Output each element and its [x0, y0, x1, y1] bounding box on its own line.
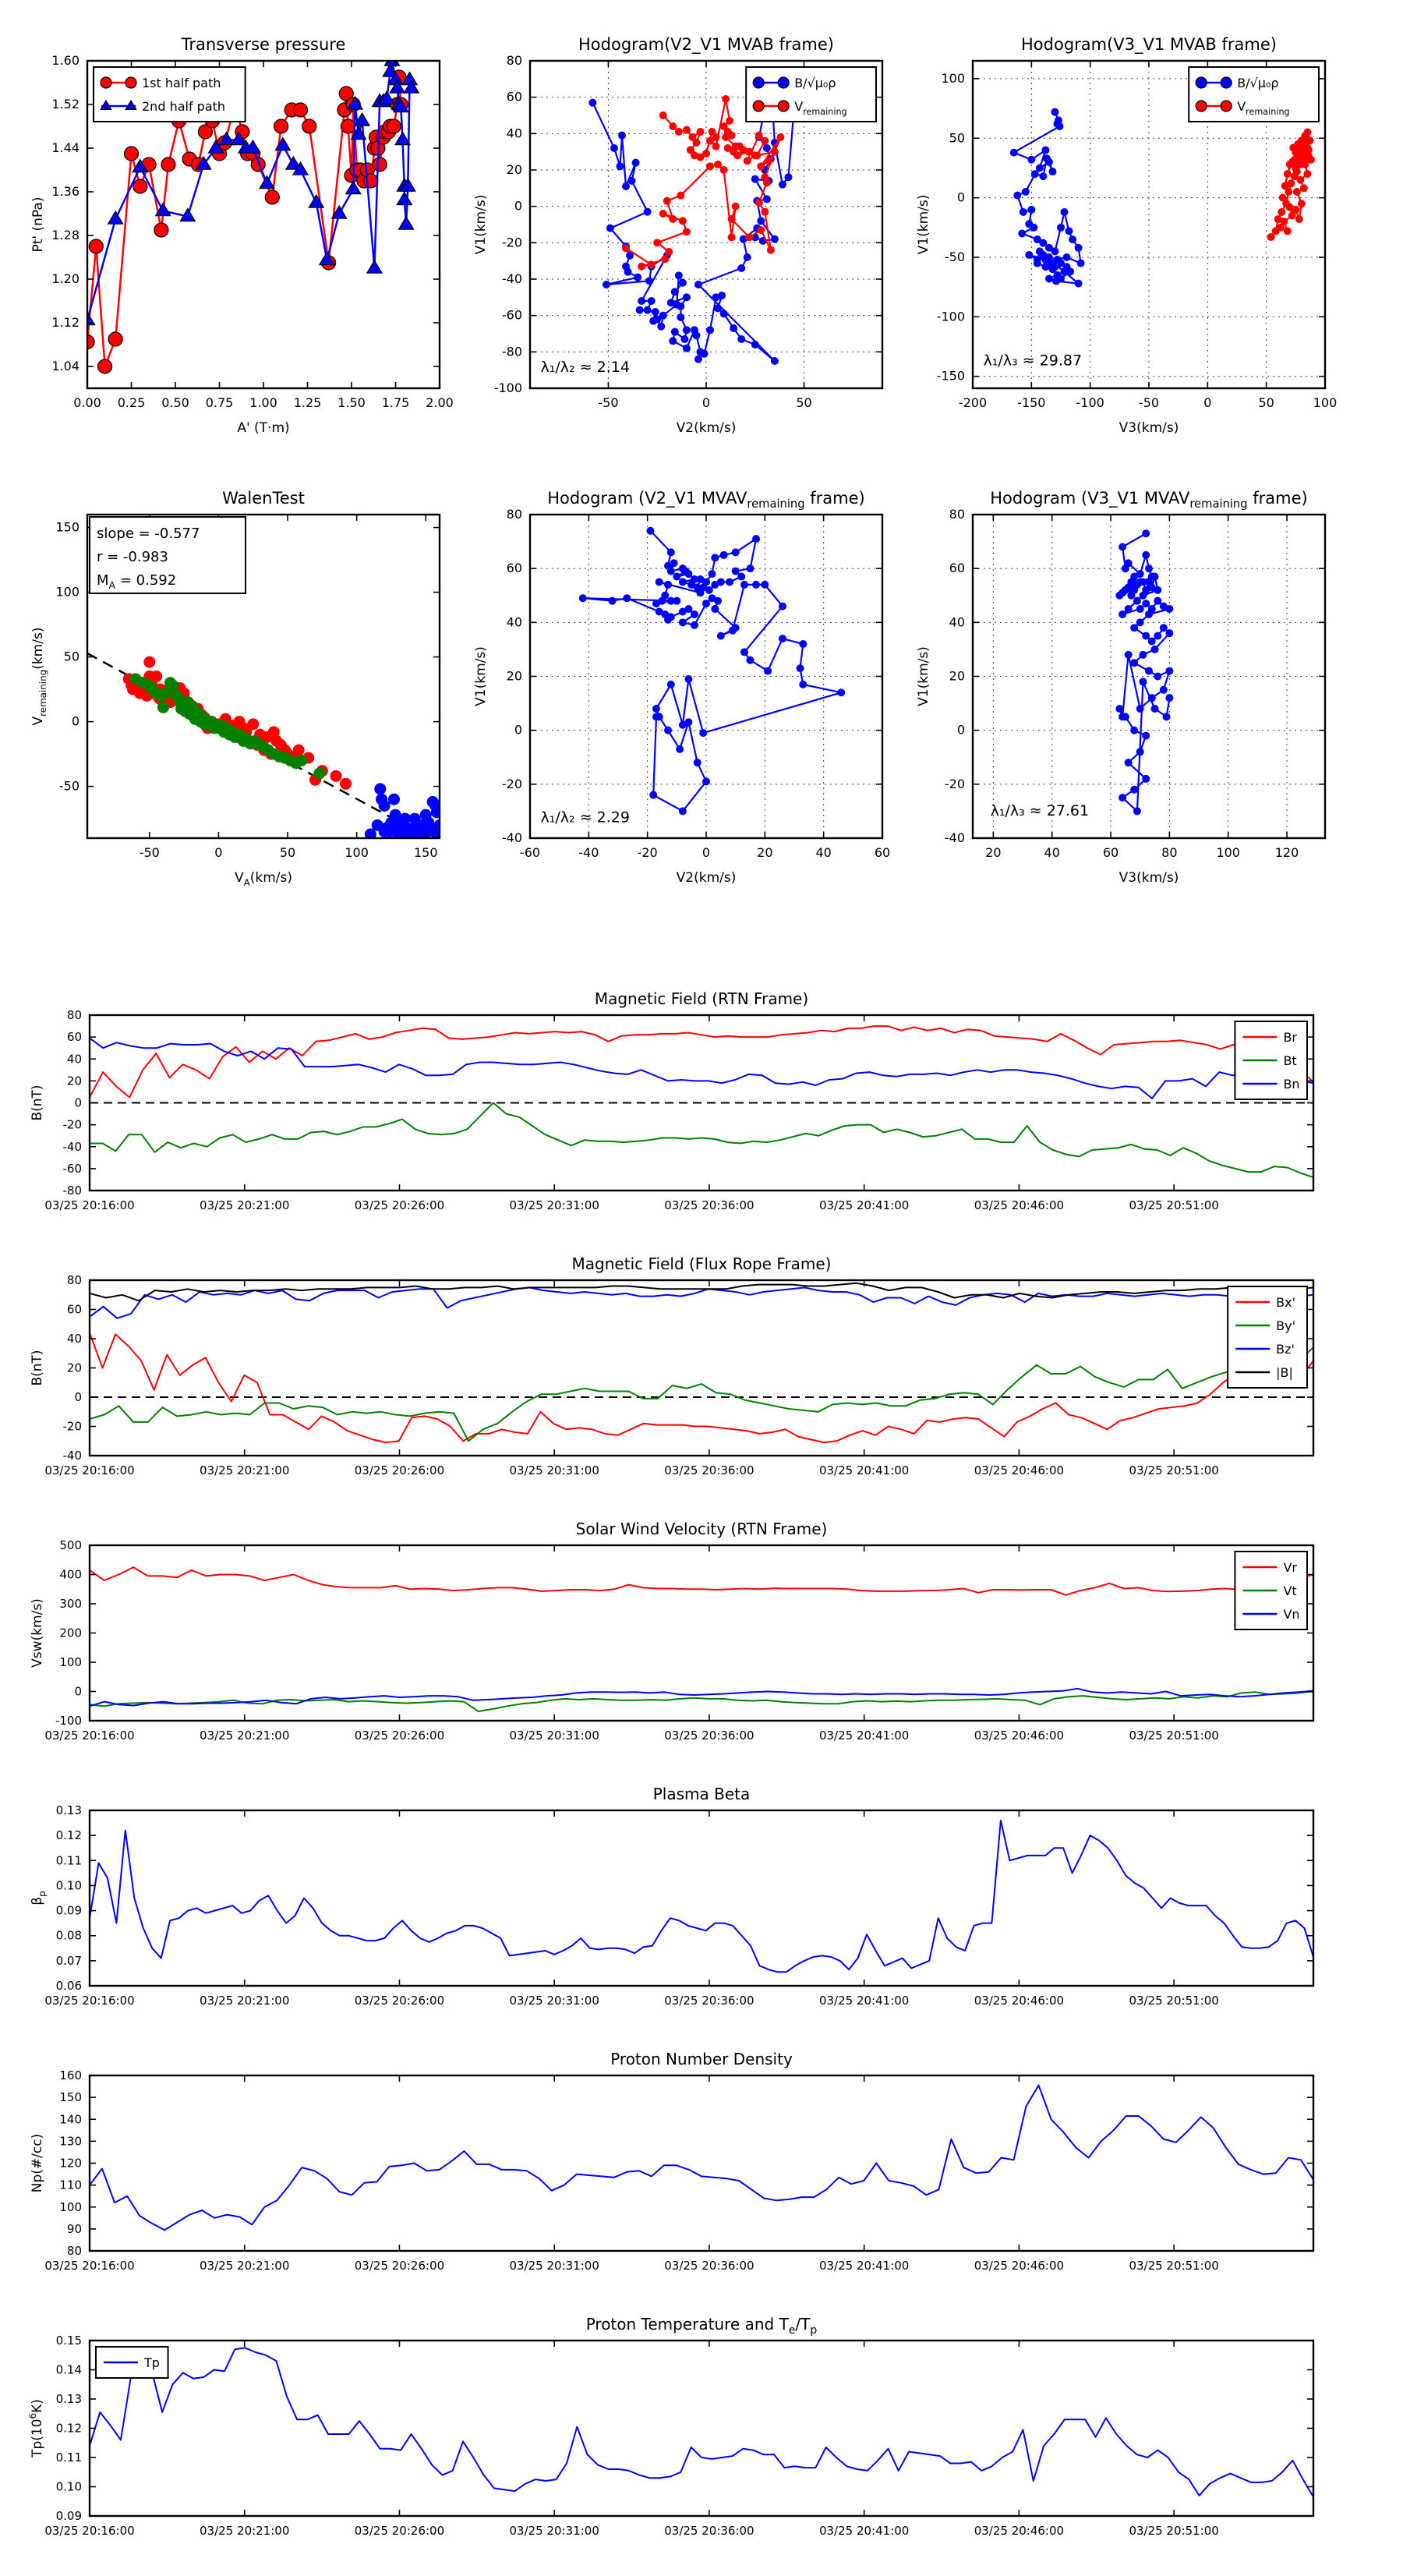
- chart-title: Hodogram (V2_V1 $MVAV_{remaining}$ frame): [547, 489, 865, 511]
- svg-text:03/25 20:36:00: 03/25 20:36:00: [664, 1198, 755, 1212]
- svg-text:2.00: 2.00: [426, 395, 454, 410]
- svg-text:40: 40: [949, 614, 965, 630]
- svg-text:0.07: 0.07: [55, 1953, 82, 1968]
- legend: [96, 2347, 168, 2378]
- svg-text:Br: Br: [1283, 1030, 1298, 1045]
- svg-text:03/25 20:41:00: 03/25 20:41:00: [818, 1463, 910, 1477]
- axes-frame: [90, 2341, 1313, 2516]
- svg-text:-40: -40: [944, 830, 965, 845]
- svg-text:2nd half path: 2nd half path: [142, 99, 226, 114]
- svg-text:60: 60: [874, 845, 891, 860]
- x-axis-label: V3(km/s): [1119, 420, 1179, 436]
- svg-text:80: 80: [506, 507, 522, 522]
- svg-text:03/25 20:31:00: 03/25 20:31:00: [509, 1463, 599, 1477]
- svg-text:03/25 20:46:00: 03/25 20:46:00: [974, 2524, 1065, 2538]
- svg-text:03/25 20:21:00: 03/25 20:21:00: [200, 2524, 290, 2538]
- svg-text:03/25 20:41:00: 03/25 20:41:00: [818, 2524, 910, 2538]
- svg-text:By': By': [1276, 1318, 1296, 1333]
- svg-text:60: 60: [949, 561, 965, 576]
- svg-text:-80: -80: [501, 344, 522, 359]
- svg-text:0.10: 0.10: [55, 2479, 82, 2494]
- chart-magnetic-field-rtn: [30, 989, 1313, 1212]
- svg-text:03/25 20:36:00: 03/25 20:36:00: [664, 1994, 755, 2008]
- y-axis-label: V1(km/s): [916, 646, 931, 706]
- svg-text:-20: -20: [944, 776, 965, 791]
- svg-text:-50: -50: [139, 845, 160, 860]
- svg-text:50: 50: [1258, 395, 1274, 410]
- chart-hodogram-v3v1-mvav: [916, 489, 1325, 886]
- gridlines: [530, 515, 882, 838]
- x-axis-label: V3(km/s): [1119, 870, 1179, 886]
- svg-text:150: 150: [414, 845, 438, 860]
- svg-text:20: 20: [66, 1361, 82, 1375]
- svg-text:0.08: 0.08: [55, 1928, 82, 1943]
- svg-text:0: 0: [514, 722, 522, 738]
- svg-text:03/25 20:46:00: 03/25 20:46:00: [974, 1463, 1065, 1477]
- svg-text:20: 20: [985, 845, 1002, 860]
- y-axis-label: V1(km/s): [473, 646, 489, 706]
- svg-text:1.25: 1.25: [293, 395, 322, 410]
- svg-text:0.13: 0.13: [55, 2392, 82, 2406]
- series-line-Bx': [90, 1333, 1313, 1443]
- svg-text:1.20: 1.20: [51, 271, 80, 286]
- x-axis-label: V2(km/s): [676, 870, 737, 886]
- svg-text:1.12: 1.12: [51, 315, 80, 330]
- svg-text:03/25 20:16:00: 03/25 20:16:00: [44, 2524, 135, 2538]
- svg-text:-40: -40: [501, 271, 522, 286]
- svg-text:03/25 20:51:00: 03/25 20:51:00: [1129, 1463, 1219, 1477]
- svg-text:50: 50: [949, 130, 965, 146]
- svg-text:40: 40: [66, 1332, 82, 1346]
- svg-text:0: 0: [956, 189, 965, 205]
- y-axis-label: $V_{remaining}(km/s)$: [30, 627, 48, 726]
- svg-text:B/√μ₀ρ: B/√μ₀ρ: [1237, 76, 1279, 90]
- svg-text:100: 100: [59, 1655, 82, 1669]
- legend: [746, 67, 876, 122]
- svg-text:03/25 20:26:00: 03/25 20:26:00: [354, 1729, 445, 1743]
- svg-text:Tp: Tp: [144, 2355, 160, 2370]
- svg-text:40: 40: [1044, 845, 1060, 860]
- legend: [1228, 1286, 1307, 1388]
- svg-text:-60: -60: [62, 1161, 82, 1176]
- chart-title: Hodogram (V3_V1 $MVAV_{remaining}$ frame): [990, 489, 1308, 511]
- svg-text:80: 80: [66, 2244, 82, 2258]
- gridlines: [973, 515, 1325, 838]
- svg-text:0: 0: [956, 722, 965, 738]
- svg-text:120: 120: [59, 2156, 82, 2171]
- chart-title: Transverse pressure: [181, 35, 346, 54]
- svg-text:20: 20: [757, 845, 773, 860]
- y-axis-label: V1(km/s): [473, 194, 489, 255]
- svg-text:03/25 20:51:00: 03/25 20:51:00: [1129, 2259, 1219, 2273]
- svg-text:60: 60: [66, 1030, 82, 1045]
- svg-text:-50: -50: [1138, 395, 1160, 410]
- svg-text:03/25 20:26:00: 03/25 20:26:00: [354, 2524, 445, 2538]
- svg-text:Bx': Bx': [1276, 1295, 1296, 1310]
- svg-text:1.36: 1.36: [51, 184, 80, 199]
- svg-text:03/25 20:16:00: 03/25 20:16:00: [44, 1463, 135, 1477]
- svg-text:03/25 20:41:00: 03/25 20:41:00: [818, 1994, 910, 2008]
- series-group: [90, 1026, 1313, 1177]
- stats-line: r = -0.983: [97, 549, 168, 565]
- svg-text:1.04: 1.04: [51, 359, 80, 373]
- series-line-beta p: [90, 1821, 1313, 1972]
- svg-text:0: 0: [514, 198, 522, 214]
- series-markers-outside interval: [365, 783, 446, 840]
- y-axis-label: V1(km/s): [916, 194, 931, 255]
- svg-text:03/25 20:21:00: 03/25 20:21:00: [200, 1729, 290, 1743]
- series-group: [579, 527, 845, 816]
- svg-text:150: 150: [59, 2090, 82, 2105]
- svg-text:0.50: 0.50: [161, 395, 189, 410]
- svg-text:-100: -100: [493, 380, 522, 395]
- svg-text:03/25 20:16:00: 03/25 20:16:00: [44, 2259, 135, 2273]
- svg-text:03/25 20:21:00: 03/25 20:21:00: [200, 1198, 290, 1212]
- y-axis-label: $Tp(10^6K)$: [27, 2399, 45, 2457]
- svg-text:03/25 20:16:00: 03/25 20:16:00: [44, 1198, 135, 1212]
- svg-text:0.12: 0.12: [55, 1828, 82, 1843]
- y-axis-label: B(nT): [30, 1350, 45, 1386]
- svg-text:-150: -150: [936, 368, 965, 384]
- svg-text:1.28: 1.28: [51, 228, 80, 242]
- series-line-Bt: [90, 1103, 1313, 1178]
- svg-text:20: 20: [506, 162, 522, 177]
- series-group: [1115, 529, 1173, 815]
- svg-text:03/25 20:21:00: 03/25 20:21:00: [200, 2259, 290, 2273]
- svg-text:80: 80: [66, 1273, 82, 1287]
- lambda-annotation: λ₁/λ₂ ≈ 2.29: [540, 809, 630, 826]
- chart-plasma-beta: [30, 1785, 1313, 2008]
- lambda-annotation: λ₁/λ₃ ≈ 27.61: [990, 801, 1090, 819]
- svg-text:03/25 20:51:00: 03/25 20:51:00: [1129, 1198, 1219, 1212]
- svg-text:-20: -20: [62, 1117, 82, 1132]
- chart-proton-number-density: [30, 2050, 1313, 2273]
- svg-text:-100: -100: [1076, 395, 1104, 410]
- svg-text:03/25 20:36:00: 03/25 20:36:00: [664, 1729, 755, 1743]
- svg-text:1.75: 1.75: [381, 395, 410, 410]
- axis-ticks-and-labels: [502, 507, 890, 860]
- svg-text:60: 60: [506, 89, 522, 104]
- svg-text:100: 100: [1313, 395, 1338, 410]
- svg-text:0.10: 0.10: [55, 1878, 82, 1893]
- legend: [1189, 67, 1319, 122]
- svg-text:0: 0: [702, 395, 711, 410]
- series-markers-V remaining path: [579, 527, 845, 816]
- y-axis-label: Np(#/cc): [30, 2133, 45, 2193]
- svg-text:Vr: Vr: [1283, 1560, 1297, 1575]
- svg-text:0.06: 0.06: [55, 1979, 82, 1993]
- svg-text:0.25: 0.25: [117, 395, 146, 410]
- axes-frame: [90, 1810, 1313, 1986]
- series-line-Bz': [90, 1287, 1313, 1318]
- chart-title: Proton Number Density: [610, 2050, 793, 2068]
- y-axis-label: B(nT): [30, 1085, 45, 1121]
- svg-text:Bz': Bz': [1276, 1342, 1295, 1357]
- lambda-annotation: λ₁/λ₃ ≈ 29.87: [983, 352, 1083, 370]
- svg-text:-100: -100: [936, 309, 965, 324]
- svg-text:-100: -100: [55, 1714, 82, 1728]
- svg-text:03/25 20:31:00: 03/25 20:31:00: [509, 2524, 599, 2538]
- svg-text:0: 0: [74, 1684, 82, 1699]
- svg-text:03/25 20:31:00: 03/25 20:31:00: [509, 1198, 599, 1212]
- svg-text:03/25 20:51:00: 03/25 20:51:00: [1129, 1729, 1219, 1743]
- svg-text:03/25 20:21:00: 03/25 20:21:00: [200, 1994, 290, 2008]
- svg-text:03/25 20:16:00: 03/25 20:16:00: [44, 1729, 135, 1743]
- svg-text:1st half path: 1st half path: [142, 76, 221, 90]
- svg-text:03/25 20:51:00: 03/25 20:51:00: [1129, 1994, 1219, 2008]
- series-line-Tp: [90, 2348, 1313, 2496]
- svg-text:0.09: 0.09: [55, 2509, 82, 2523]
- axes-frame: [90, 2075, 1313, 2251]
- svg-text:Bt: Bt: [1283, 1053, 1297, 1068]
- svg-text:Vremaining: $V_{remaining}$: [794, 99, 847, 117]
- svg-text:-60: -60: [501, 307, 522, 323]
- svg-text:0.11: 0.11: [55, 2450, 82, 2465]
- svg-text:1.52: 1.52: [51, 97, 80, 111]
- series-line-V remaining path: [1119, 533, 1169, 811]
- chart-magnetic-field-flux-rope: [30, 1254, 1313, 1477]
- chart-title: Proton Temperature and $T_e/T_p$: [585, 2315, 818, 2337]
- stats-line: $M_A = 0.592$: [97, 572, 177, 591]
- chart-hodogram-v2v1-mvab: [473, 35, 882, 436]
- svg-text:-40: -40: [578, 845, 599, 860]
- axis-ticks-and-labels: [44, 1803, 1313, 2008]
- series-group: [90, 2348, 1313, 2496]
- svg-text:110: 110: [59, 2178, 82, 2192]
- x-axis-label: V2(km/s): [676, 420, 737, 436]
- svg-text:20: 20: [506, 668, 522, 684]
- series-group: [90, 1283, 1313, 1442]
- svg-text:0.75: 0.75: [205, 395, 234, 410]
- chart-hodogram-v3v1-mvab: [916, 35, 1337, 436]
- series-markers-second half: [130, 673, 326, 779]
- svg-text:-150: -150: [1017, 395, 1046, 410]
- series-markers-V remaining: [1267, 129, 1315, 241]
- svg-text:100: 100: [59, 2199, 82, 2214]
- svg-text:03/25 20:36:00: 03/25 20:36:00: [664, 2259, 755, 2273]
- svg-text:50: 50: [63, 649, 80, 664]
- x-axis-label: A' (T·m): [237, 420, 290, 436]
- axes-frame: [90, 1280, 1313, 1456]
- svg-text:160: 160: [59, 2068, 82, 2082]
- svg-text:60: 60: [66, 1302, 82, 1317]
- series-line-Vn: [90, 1689, 1313, 1707]
- svg-text:03/25 20:26:00: 03/25 20:26:00: [354, 1198, 445, 1212]
- axis-ticks-and-labels: [44, 1008, 1313, 1212]
- svg-text:0.11: 0.11: [55, 1853, 82, 1868]
- svg-text:1.50: 1.50: [337, 395, 366, 410]
- svg-text:140: 140: [59, 2112, 82, 2127]
- svg-text:03/25 20:21:00: 03/25 20:21:00: [200, 1463, 290, 1477]
- svg-text:03/25 20:41:00: 03/25 20:41:00: [818, 2259, 910, 2273]
- svg-text:03/25 20:26:00: 03/25 20:26:00: [354, 1994, 445, 2008]
- svg-text:50: 50: [279, 845, 296, 860]
- series-group: [90, 1821, 1313, 1972]
- svg-text:0.00: 0.00: [73, 395, 101, 410]
- chart-title: Hodogram(V3_V1 MVAB frame): [1021, 35, 1277, 54]
- svg-text:|B|: |B|: [1276, 1365, 1293, 1380]
- svg-text:-40: -40: [62, 1139, 82, 1154]
- legend: [94, 67, 246, 122]
- svg-text:03/25 20:31:00: 03/25 20:31:00: [509, 2259, 599, 2273]
- svg-text:100: 100: [1216, 845, 1240, 860]
- svg-text:40: 40: [506, 126, 522, 141]
- svg-text:Vn: Vn: [1283, 1607, 1300, 1622]
- svg-text:80: 80: [66, 1008, 82, 1022]
- chart-hodogram-v2v1-mvav: [473, 489, 890, 886]
- svg-text:0.09: 0.09: [55, 1903, 82, 1918]
- svg-text:-50: -50: [58, 778, 80, 794]
- svg-text:100: 100: [345, 845, 369, 860]
- legend: [1235, 1021, 1307, 1099]
- svg-text:03/25 20:46:00: 03/25 20:46:00: [974, 1729, 1065, 1743]
- chart-title: Magnetic Field (RTN Frame): [594, 989, 809, 1008]
- svg-text:Bn: Bn: [1283, 1077, 1300, 1092]
- y-axis-label: Vsw(km/s): [30, 1598, 45, 1668]
- chart-title: Plasma Beta: [652, 1785, 751, 1803]
- svg-text:-20: -20: [501, 235, 522, 250]
- svg-text:150: 150: [55, 519, 80, 535]
- x-axis-label: $V_A(km/s)$: [234, 870, 293, 888]
- svg-text:03/25 20:36:00: 03/25 20:36:00: [664, 2524, 755, 2538]
- svg-text:20: 20: [949, 668, 965, 684]
- svg-text:80: 80: [506, 53, 522, 68]
- lambda-annotation: λ₁/λ₂ ≈ 2.14: [540, 359, 630, 376]
- axis-ticks-and-labels: [44, 1273, 1313, 1477]
- chart-proton-temperature: [27, 2315, 1313, 2538]
- svg-text:0.13: 0.13: [55, 1803, 82, 1817]
- svg-text:-50: -50: [944, 249, 965, 264]
- svg-text:0: 0: [74, 1390, 82, 1404]
- svg-text:Vremaining: $V_{remaining}$: [1237, 99, 1290, 117]
- svg-text:-40: -40: [62, 1449, 82, 1463]
- axis-ticks-and-labels: [44, 1538, 1313, 1743]
- y-axis-label: $\beta_p$: [30, 1891, 48, 1905]
- series-line-Bn: [90, 1039, 1313, 1099]
- svg-text:03/25 20:31:00: 03/25 20:31:00: [509, 1729, 599, 1743]
- svg-text:120: 120: [1274, 845, 1299, 860]
- svg-text:200: 200: [59, 1626, 82, 1640]
- svg-text:100: 100: [55, 584, 80, 600]
- svg-text:80: 80: [949, 507, 965, 522]
- svg-text:-80: -80: [62, 1184, 82, 1198]
- svg-text:300: 300: [59, 1597, 82, 1611]
- legend: [1235, 1552, 1307, 1629]
- svg-text:40: 40: [815, 845, 832, 860]
- svg-text:80: 80: [1161, 845, 1178, 860]
- svg-text:0.15: 0.15: [55, 2334, 82, 2348]
- svg-text:03/25 20:46:00: 03/25 20:46:00: [974, 1994, 1065, 2008]
- svg-text:20: 20: [66, 1074, 82, 1088]
- stats-line: slope = -0.577: [97, 525, 200, 542]
- svg-text:-50: -50: [598, 395, 619, 410]
- svg-text:90: 90: [66, 2221, 82, 2236]
- chart-solar-wind-velocity: [30, 1520, 1313, 1743]
- svg-text:400: 400: [59, 1567, 82, 1582]
- svg-text:50: 50: [796, 395, 812, 410]
- svg-text:60: 60: [506, 561, 522, 576]
- series-group: [90, 1567, 1313, 1711]
- svg-text:03/25 20:31:00: 03/25 20:31:00: [509, 1994, 599, 2008]
- svg-text:1.44: 1.44: [51, 140, 80, 155]
- svg-text:-200: -200: [958, 395, 988, 410]
- svg-text:03/25 20:46:00: 03/25 20:46:00: [974, 2259, 1065, 2273]
- svg-text:03/25 20:46:00: 03/25 20:46:00: [974, 1198, 1065, 1212]
- chart-transverse-pressure: [30, 35, 454, 436]
- svg-text:500: 500: [59, 1538, 82, 1552]
- svg-text:0: 0: [1203, 395, 1212, 410]
- svg-text:0.14: 0.14: [55, 2362, 82, 2377]
- svg-text:03/25 20:41:00: 03/25 20:41:00: [818, 1729, 910, 1743]
- svg-text:0: 0: [74, 1095, 82, 1110]
- svg-text:Vt: Vt: [1283, 1583, 1297, 1598]
- svg-text:1.00: 1.00: [249, 395, 277, 410]
- chart-title: Hodogram(V2_V1 MVAB frame): [578, 35, 834, 54]
- chart-walen-test: [30, 489, 446, 888]
- axis-ticks-and-labels: [44, 2334, 1313, 2538]
- svg-text:0.12: 0.12: [55, 2421, 82, 2436]
- svg-text:0: 0: [214, 845, 223, 860]
- svg-text:130: 130: [59, 2134, 82, 2149]
- svg-text:03/25 20:26:00: 03/25 20:26:00: [354, 1463, 445, 1477]
- y-axis-label: Pt' (nPa): [30, 196, 46, 253]
- svg-text:40: 40: [506, 614, 522, 630]
- svg-text:-60: -60: [519, 845, 541, 860]
- svg-text:0: 0: [71, 713, 80, 729]
- chart-title: Magnetic Field (Flux Rope Frame): [571, 1254, 832, 1273]
- svg-text:03/25 20:26:00: 03/25 20:26:00: [354, 2259, 445, 2273]
- svg-text:-20: -20: [501, 776, 522, 791]
- svg-text:03/25 20:41:00: 03/25 20:41:00: [818, 1198, 910, 1212]
- series-line-Vr: [90, 1567, 1313, 1595]
- svg-text:03/25 20:16:00: 03/25 20:16:00: [44, 1994, 135, 2008]
- svg-text:B/√μ₀ρ: B/√μ₀ρ: [794, 76, 836, 90]
- chart-title: Solar Wind Velocity (RTN Frame): [575, 1520, 828, 1538]
- svg-text:60: 60: [1102, 845, 1119, 860]
- svg-text:40: 40: [66, 1052, 82, 1067]
- svg-text:-20: -20: [62, 1419, 82, 1434]
- series-line-Np: [90, 2086, 1313, 2231]
- svg-text:100: 100: [941, 70, 965, 86]
- svg-text:03/25 20:36:00: 03/25 20:36:00: [664, 1463, 755, 1477]
- svg-text:0: 0: [702, 845, 711, 860]
- svg-text:1.60: 1.60: [51, 53, 80, 68]
- chart-title: WalenTest: [222, 489, 305, 508]
- series-group: [90, 2086, 1313, 2231]
- axis-ticks-and-labels: [44, 2068, 1313, 2273]
- series-group: [87, 653, 446, 844]
- svg-text:-40: -40: [501, 830, 522, 845]
- svg-text:-20: -20: [637, 845, 658, 860]
- svg-text:03/25 20:51:00: 03/25 20:51:00: [1129, 2524, 1219, 2538]
